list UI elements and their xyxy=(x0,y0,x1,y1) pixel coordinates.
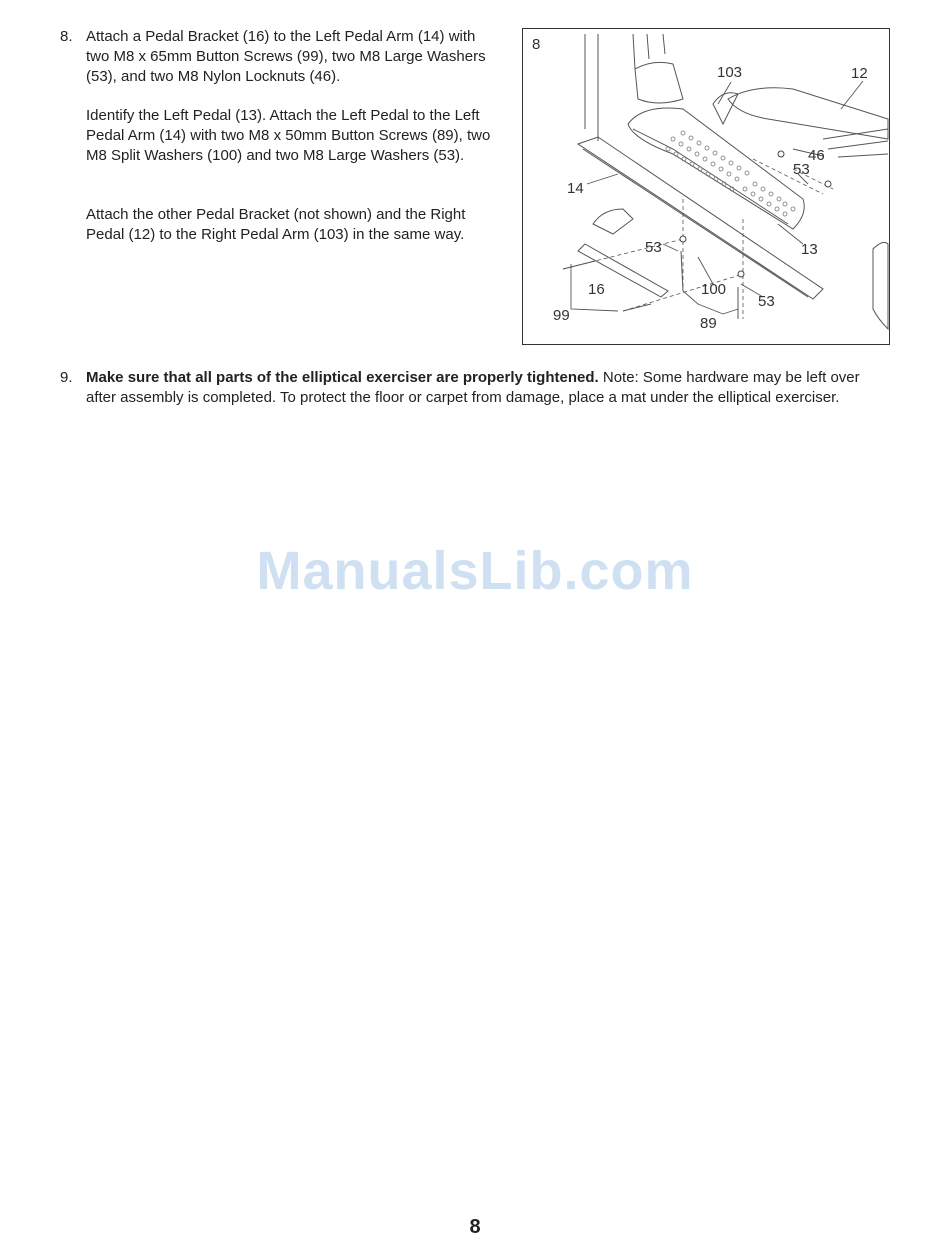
callout-14: 14 xyxy=(567,180,584,197)
step-8-paragraph-1: Attach a Pedal Bracket (16) to the Left Pedal Arm (14) with two M8 x 65mm Button Screws (99), two M8 Large Washers (53), and two M8 Nylon Locknuts (46). xyxy=(86,28,486,85)
step-8-paragraph-2: Identify the Left Pedal (13). Attach the Left Pedal to the Left Pedal Arm (14) with two M8 x 50mm Button Screws (89), two M8 Split Washers (100) and two M8 Large Washers (53). xyxy=(86,107,491,164)
callout-89: 89 xyxy=(700,315,717,332)
callout-103: 103 xyxy=(717,64,743,81)
callout-46: 46 xyxy=(808,147,825,164)
callout-100: 100 xyxy=(701,281,727,298)
step-8-number: 8. xyxy=(60,28,73,45)
step-8-paragraph-3: Attach the other Pedal Bracket (not shown) and the Right Pedal (12) to the Right Pedal Arm (103) in the same way. xyxy=(86,206,466,243)
assembly-figure-8 xyxy=(522,28,890,345)
callout-99: 99 xyxy=(553,307,570,324)
callout-53-top: 53 xyxy=(793,161,810,178)
step-9-text: Note: Some hardware may be left over after assembly is completed. To protect the floor or carpet from damage, place a mat under the elliptical exerciser. xyxy=(86,369,860,406)
callout-16: 16 xyxy=(588,281,605,298)
step-9-paragraph xyxy=(86,368,891,408)
callout-12: 12 xyxy=(851,65,868,82)
step-9-number: 9. xyxy=(60,369,73,386)
figure-number: 8 xyxy=(532,36,541,53)
step-9-bold-text: Make sure that all parts of the elliptical exerciser are properly tightened. xyxy=(86,369,599,386)
page-number: 8 xyxy=(469,1216,481,1238)
watermark: ManualsLib.com xyxy=(256,541,694,601)
callout-53-middle: 53 xyxy=(645,239,662,256)
callout-53-bottom: 53 xyxy=(758,293,775,310)
callout-13: 13 xyxy=(801,241,818,258)
